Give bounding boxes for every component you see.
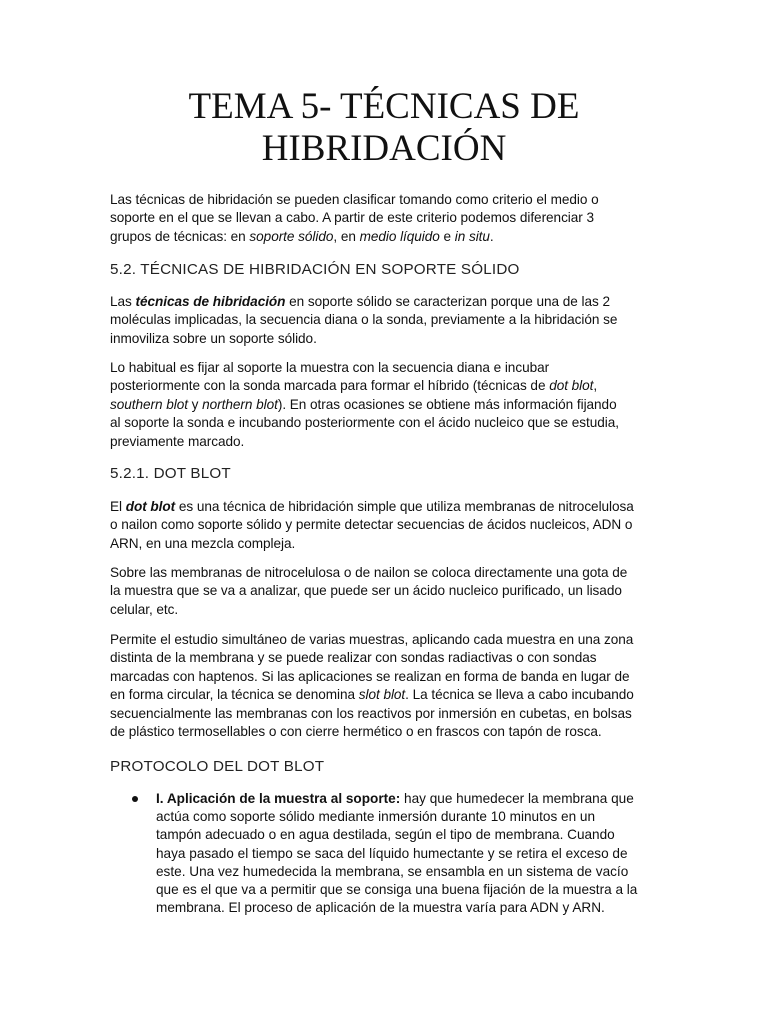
paragraph-line: Sobre las membranas de nitrocelulosa o de nailon se coloca directamente una gota de <box>110 565 628 580</box>
emphasis: northern blot <box>202 396 278 412</box>
emphasis: dot blot <box>125 499 176 514</box>
bullet-icon <box>132 796 138 802</box>
paragraph-line: Las técnicas de hibridación en soporte sólido se caracterizan porque una de las 2 <box>110 294 610 309</box>
emphasis: in situ <box>454 228 490 244</box>
dot-blot-paragraph-2 <box>110 564 670 619</box>
intro-line: grupos de técnicas: en soporte sólido, en medio líquido e in situ. <box>110 228 494 244</box>
dot-blot-paragraph-1 <box>110 498 670 553</box>
protocol-item-line-rest: hay que humedecer la membrana que <box>400 791 634 806</box>
paragraph-line: o nailon como soporte sólido y permite detectar secuencias de ácidos nucleicos, ADN o <box>110 517 633 533</box>
paragraph-line: distinta de la membrana y se puede realizar con sondas radiactivas o con sondas <box>110 650 597 666</box>
paragraph-line: la muestra que se va a analizar, que puede ser un ácido nucleico purificado, un lisado <box>110 583 622 599</box>
paragraph-line: marcadas con haptenos. Si las aplicaciones se realizan en forma de banda en lugar de <box>110 668 630 684</box>
paragraph-line: Permite el estudio simultáneo de varias muestras, aplicando cada muestra en una zona <box>110 632 634 647</box>
paragraph-line: secuencialmente las membranas con los reactivos por inmersión en cubetas, en bolsas <box>110 705 632 721</box>
protocol-item-line: membrana. El proceso de aplicación de la muestra varía para ADN y ARN. <box>156 900 605 916</box>
protocol-item-first-line <box>156 790 676 808</box>
section-5-2-paragraph-1 <box>110 293 670 348</box>
emphasis: soporte sólido <box>249 228 334 244</box>
section-heading-5-2: 5.2. TÉCNICAS DE HIBRIDACIÓN EN SOPORTE SÓLIDO <box>110 261 520 278</box>
paragraph-line: El dot blot es una técnica de hibridación simple que utiliza membranas de nitrocelulosa <box>110 499 634 514</box>
page-title <box>0 86 768 170</box>
emphasis: técnicas de hibridación <box>135 294 286 309</box>
emphasis: southern blot <box>110 396 188 412</box>
paragraph-line: al soporte la sonda e incubando posteriormente con el ácido nucleico que se estudia, <box>110 415 619 431</box>
protocol-item-line: tampón adecuado o en agua destilada, según el tipo de membrana. Cuando <box>156 827 615 843</box>
title-line-1: TEMA 5- TÉCNICAS DE <box>188 86 580 127</box>
protocol-item-text <box>156 790 676 917</box>
section-heading-5-2-1: 5.2.1. DOT BLOT <box>110 465 231 482</box>
protocol-item-line: este. Una vez humedecida la membrana, se ensambla en un sistema de vacío <box>156 863 629 879</box>
intro-line: Las técnicas de hibridación se pueden clasificar tomando como criterio el medio o <box>110 192 599 207</box>
protocol-item-label: I. Aplicación de la muestra al soporte: <box>156 791 401 806</box>
section-5-2-paragraph-2 <box>110 359 670 451</box>
emphasis: slot blot <box>358 687 406 703</box>
paragraph-line: moléculas implicadas, la secuencia diana o la sonda, previamente a la hibridación se <box>110 312 618 328</box>
paragraph-line: de plástico termosellables o con cierre hermético o en frascos con tapón de rosca. <box>110 724 602 740</box>
dot-blot-paragraph-3 <box>110 631 670 741</box>
paragraph-line: southern blot y northern blot). En otras ocasiones se obtiene más información fijando <box>110 396 617 412</box>
title-line-2: HIBRIDACIÓN <box>261 128 507 169</box>
paragraph-line: Lo habitual es fijar al soporte la muestra con la secuencia diana e incubar <box>110 360 550 375</box>
emphasis: dot blot <box>549 378 594 394</box>
paragraph-line: ARN, en una mezcla compleja. <box>110 535 296 551</box>
paragraph-line: en forma circular, la técnica se denomina slot blot. La técnica se lleva a cabo incubando <box>110 687 634 703</box>
intro-line: soporte en el que se llevan a cabo. A partir de este criterio podemos diferenciar 3 <box>110 210 595 226</box>
emphasis: medio líquido <box>359 228 440 244</box>
paragraph-line: posteriormente con la sonda marcada para formar el híbrido (técnicas de dot blot, <box>110 378 598 394</box>
protocol-item-line: que es el que va a permitir que se consiga una buena fijación de la muestra a la <box>156 882 638 898</box>
protocol-heading: PROTOCOLO DEL DOT BLOT <box>110 758 325 775</box>
paragraph-line: previamente marcado. <box>110 433 245 449</box>
intro-paragraph <box>110 191 670 246</box>
protocol-item-line: actúa como soporte sólido mediante inmersión durante 10 minutos en un <box>156 809 596 825</box>
paragraph-line: inmoviliza sobre un soporte sólido. <box>110 330 317 346</box>
protocol-item-line: haya pasado el tiempo se saca del líquido humectante y se retira el exceso de <box>156 845 628 861</box>
paragraph-line: celular, etc. <box>110 601 179 617</box>
